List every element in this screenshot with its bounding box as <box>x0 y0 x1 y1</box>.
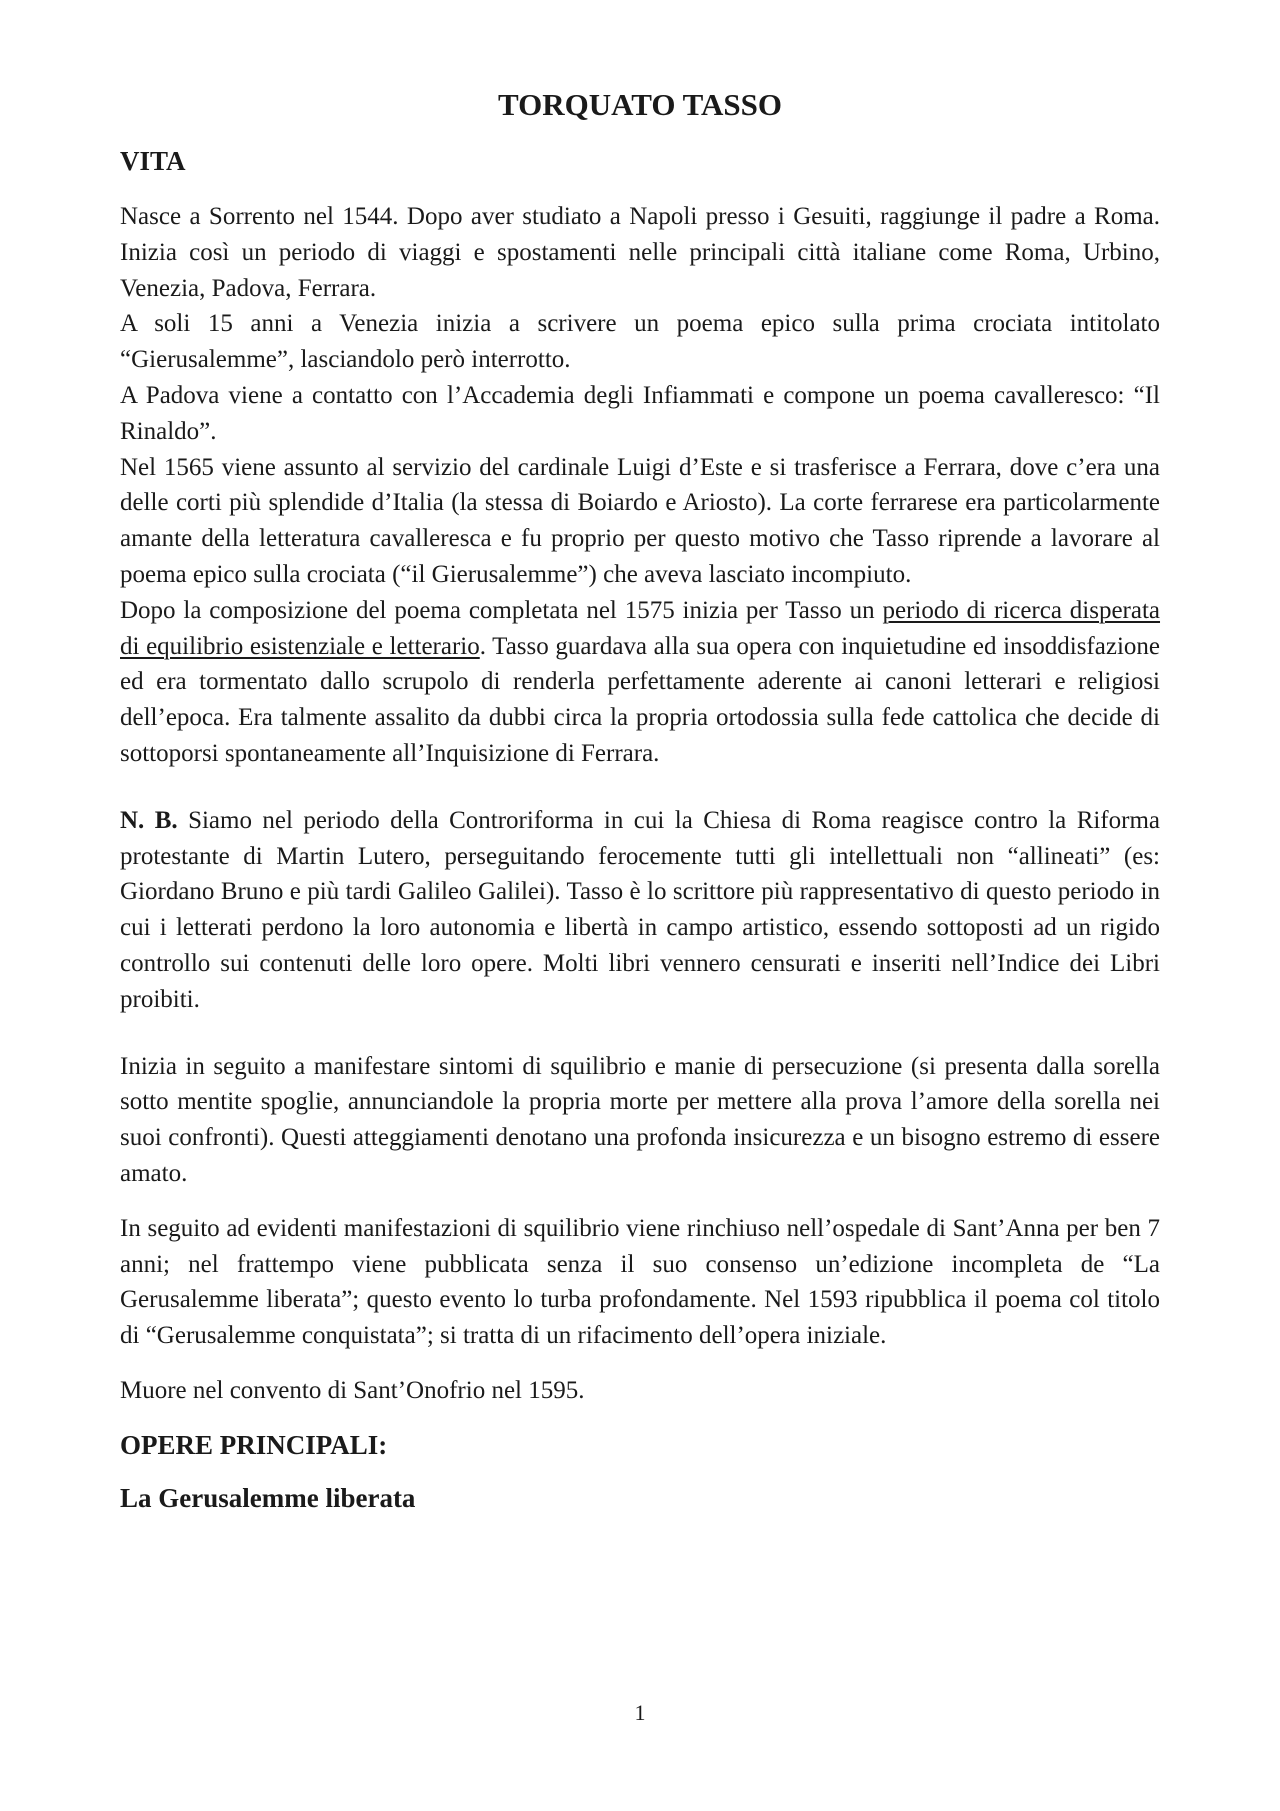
ricerca-text-after: . Tasso guardava alla sua opera con inquietudine ed insoddisfazione ed era tormentato dallo scrupolo di renderla perfettamente aderente ai canoni letterari e religiosi dell’epoca. Era talmente assalito da dubbi circa la propria ortodossia sulla fede cattolica che decide di sottoporsi spontaneamente all’Inquisizione di Ferrara. <box>120 632 1160 767</box>
subsection-heading-gerusalemme: La Gerusalemme liberata <box>120 1482 416 1513</box>
paragraph-spacer <box>120 1409 1160 1428</box>
paragraph-spacer <box>120 1354 1160 1373</box>
nb-text: Siamo nel periodo della Controriforma in cui la Chiesa di Roma reagisce contro la Riforma protestante di Martin Lutero, perseguitando ferocemente tutti gli intellettuali non “allineati” (es: Giordano Bruno e più tardi Galileo Galilei). Tasso è lo scrittore più rappresentativo di questo periodo in cui i letterati perdono la loro autonomia e libertà in campo artistico, essendo sottoposti ad un rigido controllo sui contenuti delle loro opere. Molti libri vennero censurati e inseriti nell’Indice dei Libri proibiti. <box>120 806 1161 1013</box>
paragraph-spacer <box>120 1462 1160 1481</box>
section-heading-vita: VITA <box>120 146 186 176</box>
vita-paragraph-1: Nasce a Sorrento nel 1544. Dopo aver studiato a Napoli presso i Gesuiti, raggiunge il padre a Roma. Inizia così un periodo di viaggi e spostamenti nelle principali città italiane come Roma, Urbino, Venezia, Padova, Ferrara. <box>120 203 1160 302</box>
vita-paragraph-4: Nel 1565 viene assunto al servizio del cardinale Luigi d’Este e si trasferisce a Ferrara, dove c’era una delle corti più splendide d’Italia (la stessa di Boiardo e Ariosto). La corte ferrarese era particolarmente amante della letteratura cavalleresca e fu proprio per questo motivo che Tasso riprende a lavorare al poema epico sulla crociata (“il Gierusalemme”) che aveva lasciato incompiuto. <box>120 453 1160 588</box>
nb-paragraph <box>120 803 1160 1018</box>
vita-paragraph-2: A soli 15 anni a Venezia inizia a scrivere un poema epico sulla prima crociata intitolato “Gierusalemme”, lasciandolo però interrotto. <box>120 310 1160 374</box>
vita-paragraph-3: A Padova viene a contatto con l’Accademia degli Infiammati e compone un poema cavalleresco: “Il Rinaldo”. <box>120 381 1160 445</box>
paragraph-spacer <box>120 1192 1160 1211</box>
document-page <box>120 86 1160 1515</box>
morte-paragraph: Muore nel convento di Sant’Onofrio nel 1595. <box>120 1376 585 1404</box>
paragraph-spacer <box>120 1018 1160 1049</box>
section-heading-opere: OPERE PRINCIPALI: <box>120 1429 388 1460</box>
ricerca-paragraph <box>120 593 1160 772</box>
squilibrio-paragraph: Inizia in seguito a manifestare sintomi di squilibrio e manie di persecuzione (si presenta dalla sorella sotto mentite spoglie, annunciandole la propria morte per mettere alla prova l’amore della sorella nei suoi confronti). Questi atteggiamenti denotano una profonda insicurezza e un bisogno estremo di essere amato. <box>120 1052 1160 1187</box>
nb-label: N. B. <box>120 806 178 834</box>
page-number: 1 <box>634 1700 646 1725</box>
paragraph-spacer <box>120 772 1160 803</box>
ospedale-paragraph: In seguito ad evidenti manifestazioni di squilibrio viene rinchiuso nell’ospedale di Sant’Anna per ben 7 anni; nel frattempo viene pubblicata senza il suo consenso un’edizione incompleta de “La Gerusalemme liberata”; questo evento lo turba profondamente. Nel 1593 ripubblica il poema col titolo di “Gerusalemme conquistata”; si tratta di un rifacimento dell’opera iniziale. <box>120 1214 1160 1350</box>
document-title: TORQUATO TASSO <box>498 87 782 122</box>
ricerca-underlined-phrase: periodo di ricerca disperata di equilibrio esistenziale e letterario <box>120 596 1161 660</box>
ricerca-text-before: Dopo la composizione del poema completata nel 1575 inizia per Tasso un <box>120 596 883 624</box>
